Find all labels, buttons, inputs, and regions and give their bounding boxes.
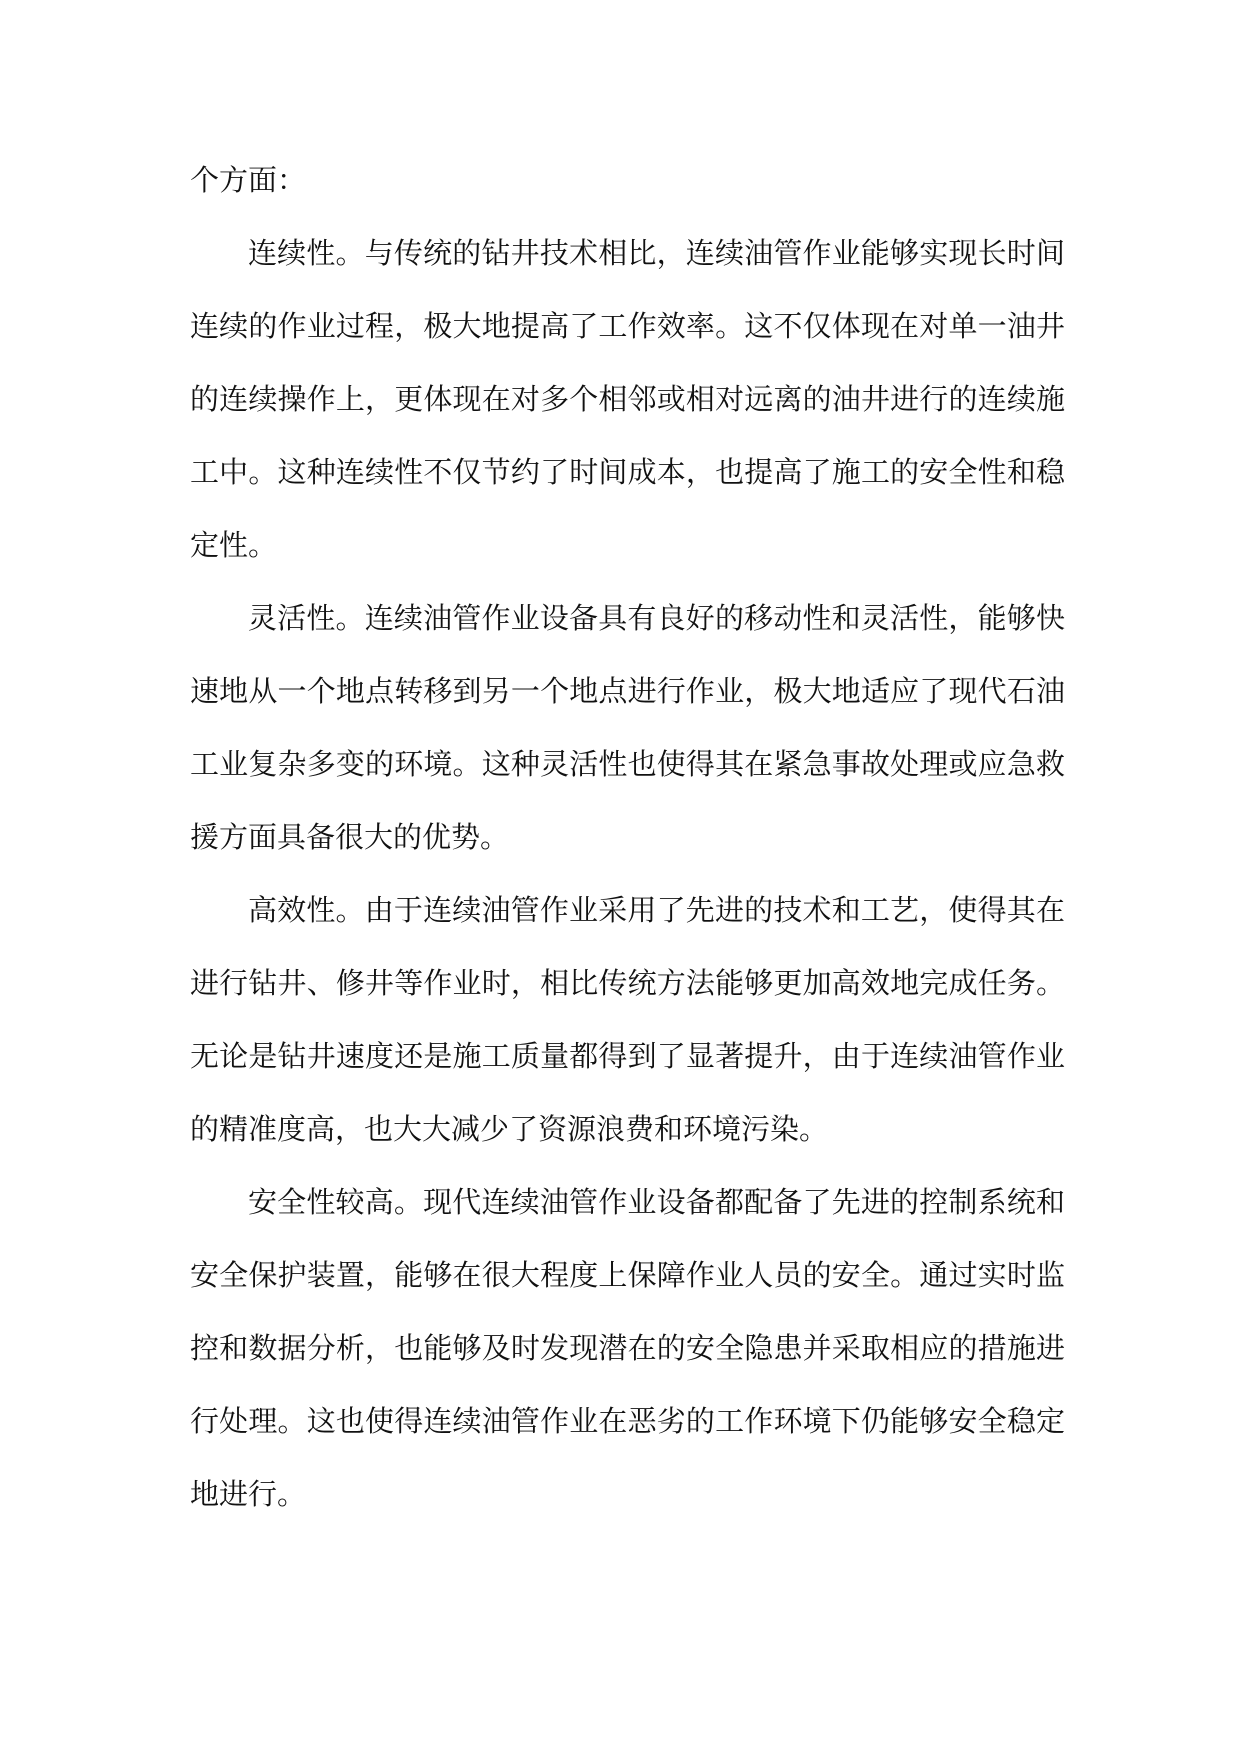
- paragraph-continuity: 连续性。与传统的钻井技术相比，连续油管作业能够实现长时间连续的作业过程，极大地提高了工作效率。这不仅体现在对单一油井的连续操作上，更体现在对多个相邻或相对远离的油井进行的连续施工中。这种连续性不仅节约了时间成本，也提高了施工的安全性和稳定性。: [190, 236, 1065, 562]
- document-body: [190, 144, 1065, 1531]
- paragraph-flexibility: 灵活性。连续油管作业设备具有良好的移动性和灵活性，能够快速地从一个地点转移到另一个地点进行作业，极大地适应了现代石油工业复杂多变的环境。这种灵活性也使得其在紧急事故处理或应急救援方面具备很大的优势。: [190, 601, 1065, 854]
- paragraph-continuation: 个方面：: [190, 163, 307, 197]
- paragraph-safety: 安全性较高。现代连续油管作业设备都配备了先进的控制系统和安全保护装置，能够在很大程度上保障作业人员的安全。通过实时监控和数据分析，也能够及时发现潜在的安全隐患并采取相应的措施进行处理。这也使得连续油管作业在恶劣的工作环境下仍能够安全稳定地进行。: [190, 1185, 1065, 1511]
- paragraph-efficiency: 高效性。由于连续油管作业采用了先进的技术和工艺，使得其在进行钻井、修井等作业时，相比传统方法能够更加高效地完成任务。无论是钻井速度还是施工质量都得到了显著提升，由于连续油管作业的精准度高，也大大减少了资源浪费和环境污染。: [190, 893, 1065, 1146]
